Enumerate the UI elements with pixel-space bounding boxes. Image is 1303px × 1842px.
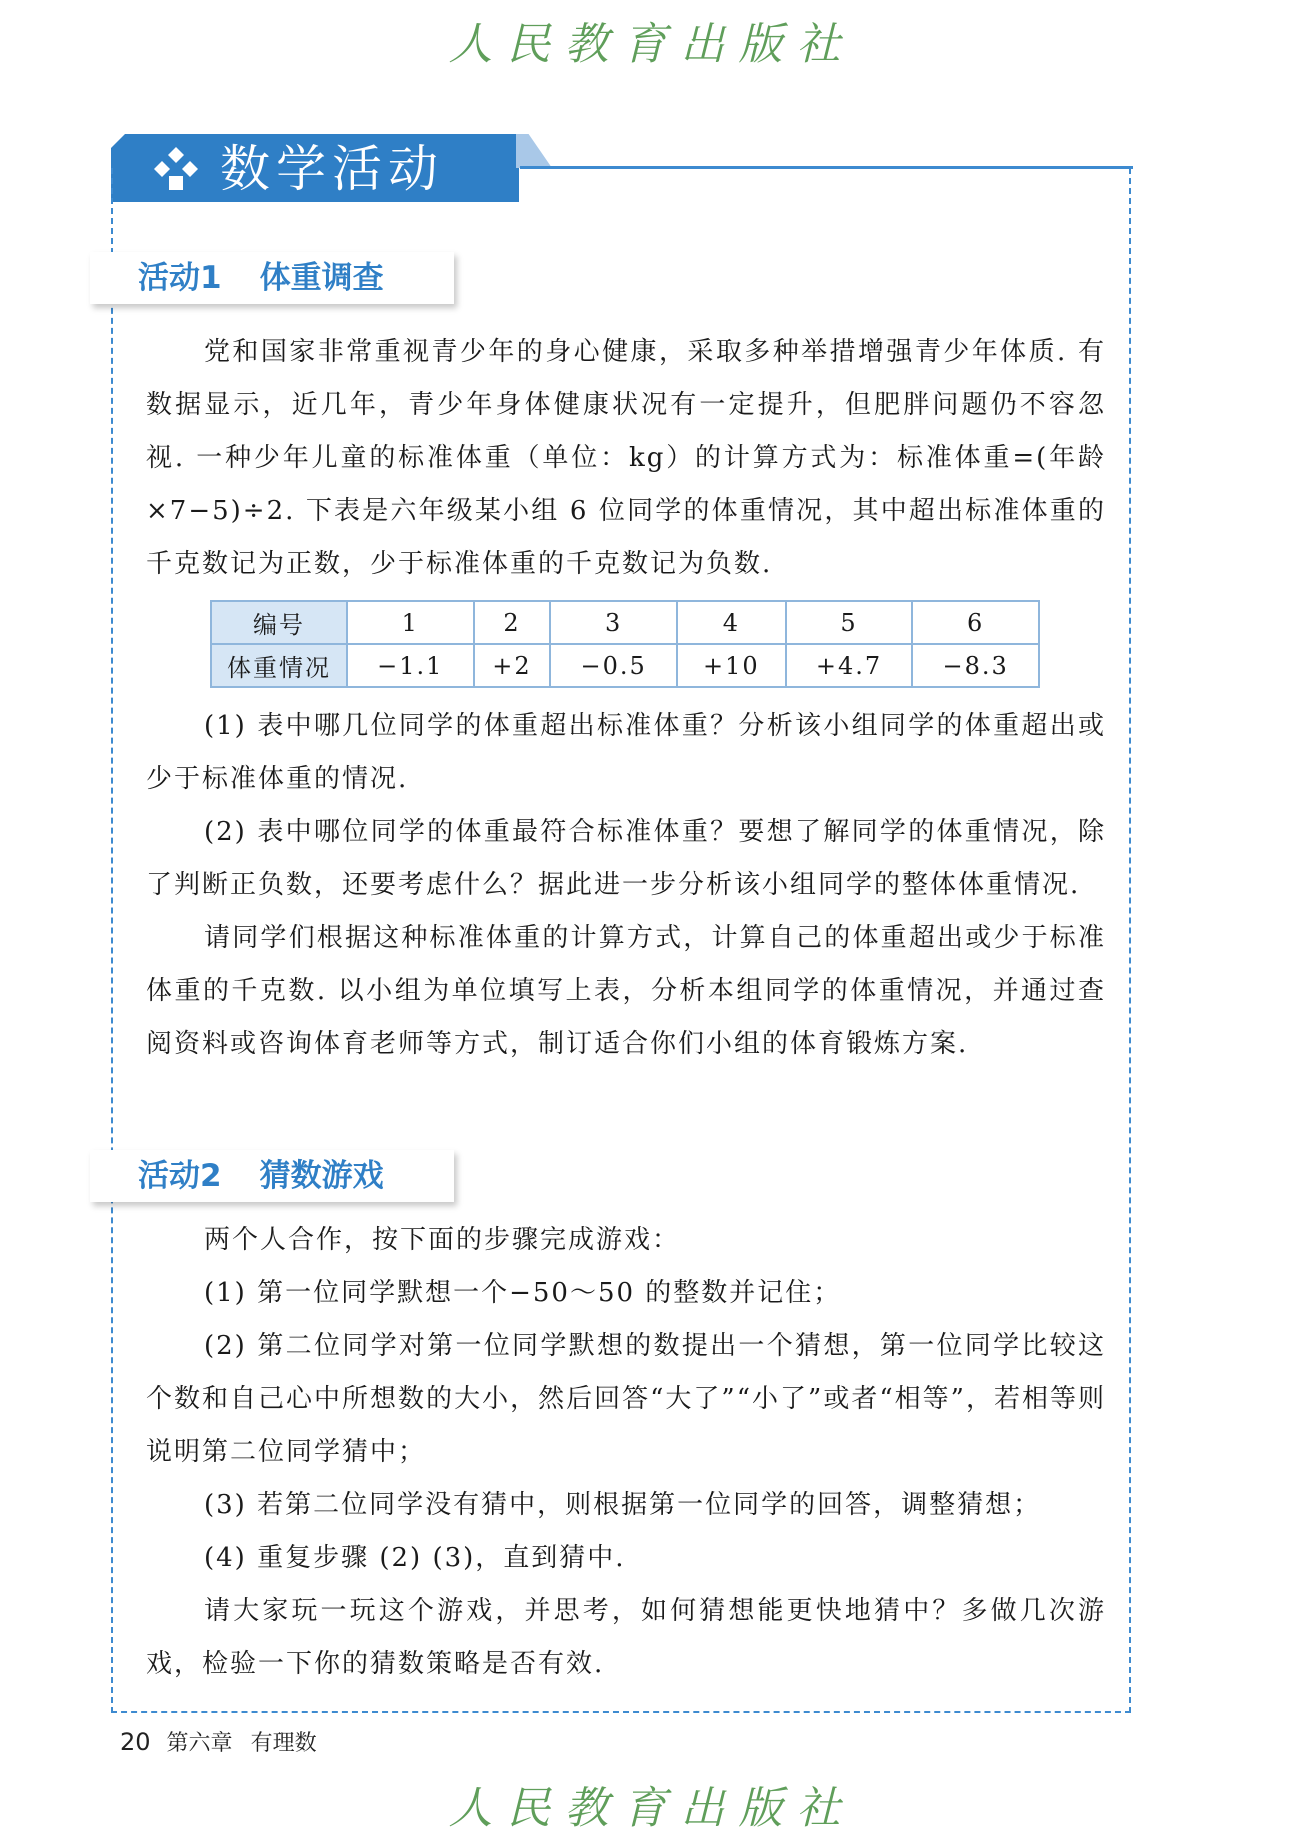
activity2-step-4: (4) 重复步骤 (2) (3)，直到猜中. <box>204 1543 626 1573</box>
table-cell: 1 <box>347 601 474 644</box>
table-row <box>211 644 1039 687</box>
activity1-heading <box>90 252 454 304</box>
activity1-intro <box>146 326 1106 591</box>
publisher-watermark-bottom: 人民教育出版社 <box>448 1783 855 1834</box>
table-cell: −1.1 <box>347 644 474 687</box>
activity2-body <box>146 1214 1106 1691</box>
publisher-watermark-top: 人民教育出版社 <box>448 19 855 70</box>
footer-chapter-title: 有理数 <box>250 1731 317 1756</box>
activity1-intro-paragraph: 党和国家非常重视青少年的身心健康，采取多种举措增强青少年体质. 有数据显示，近几年，青少年身体健康状况有一定提升，但肥胖问题仍不容忽视. 一种少年儿童的标准体重（单位：kg）的计算方式为：标准体重=(年龄×7−5)÷2. 下表是六年级某小组 6 位同学的体重情况，其中超出标准体重的千克数记为正数，少于标准体重的千克数记为负数. <box>146 337 1106 579</box>
activity2-heading <box>90 1150 454 1202</box>
activity1-title: 体重调查 <box>259 260 384 296</box>
activity2-intro: 两个人合作，按下面的步骤完成游戏： <box>204 1225 681 1255</box>
footer-chapter: 第六章 <box>166 1731 233 1756</box>
banner-tab-decoration <box>516 134 552 168</box>
table-header-weight: 体重情况 <box>211 644 347 687</box>
table-cell: −0.5 <box>550 644 677 687</box>
activity1-label: 活动1 <box>138 260 222 296</box>
activity2-title: 猜数游戏 <box>259 1158 384 1194</box>
page-number: 20 <box>120 1728 151 1756</box>
table-cell: +4.7 <box>786 644 913 687</box>
table-cell: +10 <box>677 644 786 687</box>
table-cell: 6 <box>912 601 1039 644</box>
table-cell: +2 <box>474 644 551 687</box>
activity2-step-2: (2) 第二位同学对第一位同学默想的数提出一个猜想，第一位同学比较这个数和自己心中所想数的大小，然后回答“大了”“小了”或者“相等”，若相等则说明第二位同学猜中； <box>146 1331 1106 1467</box>
table-header-id: 编号 <box>211 601 347 644</box>
activity2-step-1: (1) 第一位同学默想一个−50～50 的整数并记住； <box>204 1278 842 1308</box>
section-title: 数学活动 <box>220 140 444 198</box>
page-footer <box>120 1726 317 1757</box>
activity2-closing: 请大家玩一玩这个游戏，并思考，如何猜想能更快地猜中？多做几次游戏，检验一下你的猜数策略是否有效. <box>146 1596 1106 1679</box>
table-cell: 2 <box>474 601 551 644</box>
activity1-questions <box>146 700 1106 1071</box>
table-row <box>211 601 1039 644</box>
activity1-closing: 请同学们根据这种标准体重的计算方式，计算自己的体重超出或少于标准体重的千克数. 以小组为单位填写上表，分析本组同学的体重情况，并通过查阅资料或咨询体育老师等方式，制订适合你们小组的体育锻炼方案. <box>146 923 1106 1059</box>
activity1-question-1: (1) 表中哪几位同学的体重超出标准体重？分析该小组同学的体重超出或少于标准体重的情况. <box>146 711 1106 794</box>
table-cell: 3 <box>550 601 677 644</box>
activity2-step-3: (3) 若第二位同学没有猜中，则根据第一位同学的回答，调整猜想； <box>204 1490 1042 1520</box>
table-cell: −8.3 <box>912 644 1039 687</box>
activity2-label: 活动2 <box>138 1158 222 1194</box>
table-cell: 4 <box>677 601 786 644</box>
weight-table <box>210 600 1040 688</box>
table-cell: 5 <box>786 601 913 644</box>
activity1-question-2: (2) 表中哪位同学的体重最符合标准体重？要想了解同学的体重情况，除了判断正负数，还要考虑什么？据此进一步分析该小组同学的整体体重情况. <box>146 817 1106 900</box>
